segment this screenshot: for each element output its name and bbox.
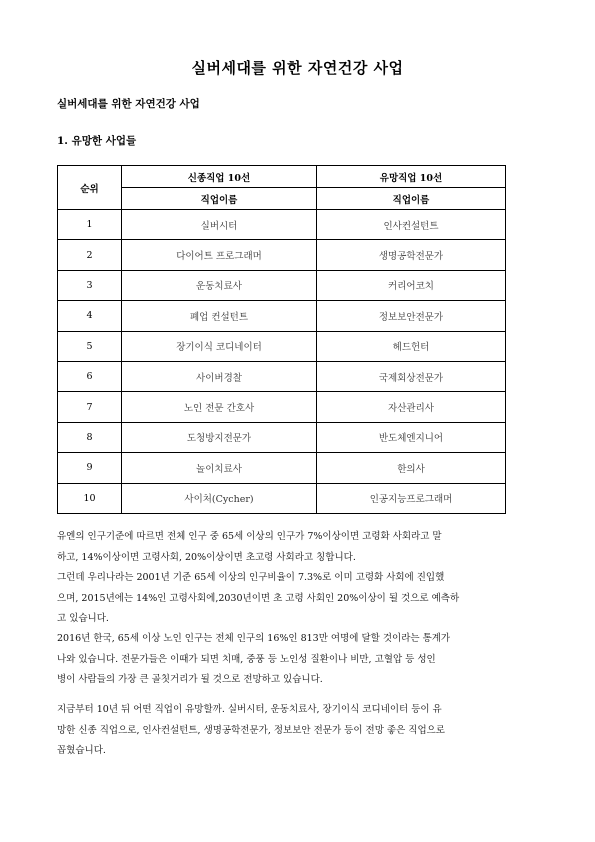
rank-cell: 1 xyxy=(58,210,122,240)
promising-job-cell: 자산관리사 xyxy=(317,392,506,422)
new-job-cell: 놀이치료사 xyxy=(122,453,317,483)
paragraph-line: 나와 있습니다. 전문가들은 이때가 되면 치매, 중풍 등 노인성 질환이나 비만, 고혈압 등 성인 xyxy=(57,653,436,665)
rank-cell: 10 xyxy=(58,483,122,513)
new-jobs-subheader: 직업이름 xyxy=(122,188,317,210)
rank-cell: 4 xyxy=(58,301,122,331)
paragraph-line: 꼽혔습니다. xyxy=(57,745,106,756)
document-subtitle: 실버세대를 위한 자연건강 사업 xyxy=(57,98,200,110)
rank-cell: 2 xyxy=(58,240,122,270)
paragraph-line: 으며, 2015년에는 14%인 고령사회에,2030년이면 초 고령 사회인 20%이상이 될 것으로 예측하 xyxy=(57,592,460,604)
new-job-cell: 사이버경찰 xyxy=(122,361,317,391)
jobs-table xyxy=(57,165,506,514)
rank-cell: 7 xyxy=(58,392,122,422)
promising-job-cell: 인공지능프로그래머 xyxy=(317,483,506,513)
table-row xyxy=(58,361,506,391)
table-row xyxy=(58,240,506,270)
new-job-cell: 다이어트 프로그래머 xyxy=(122,240,317,270)
paragraph-line: 고 있습니다. xyxy=(57,613,109,624)
paragraph-elderly-statistics xyxy=(57,629,539,691)
promising-job-cell: 정보보안전문가 xyxy=(317,301,506,331)
rank-cell: 6 xyxy=(58,361,122,391)
table-row xyxy=(58,210,506,240)
new-job-cell: 폐업 컨설턴트 xyxy=(122,301,317,331)
table-row xyxy=(58,392,506,422)
new-job-cell: 장기이식 코디네이터 xyxy=(122,331,317,361)
promising-job-cell: 인사컨설턴트 xyxy=(317,210,506,240)
paragraph-line: 2016년 한국, 65세 이상 노인 인구는 전체 인구의 16%인 813만 여명에 달할 것이라는 통계가 xyxy=(57,633,451,644)
new-jobs-header: 신종직업 10선 xyxy=(122,166,317,188)
new-job-cell: 도청방지전문가 xyxy=(122,422,317,452)
promising-job-cell: 헤드헌터 xyxy=(317,331,506,361)
paragraph-line: 병이 사람들의 가장 큰 골칫거리가 될 것으로 전망하고 있습니다. xyxy=(57,674,323,685)
promising-job-cell: 한의사 xyxy=(317,453,506,483)
promising-jobs-header: 유망직업 10선 xyxy=(317,166,506,188)
paragraph-line: 망한 신종 직업으로, 인사컨설턴트, 생명공학전문가, 정보보안 전문가 등이 전망 좋은 직업으로 xyxy=(57,724,445,736)
new-job-cell: 운동치료사 xyxy=(122,270,317,300)
table-row xyxy=(58,483,506,513)
promising-job-cell: 국제회상전문가 xyxy=(317,361,506,391)
paragraph-line: 그런데 우리나라는 2001년 기준 65세 이상의 인구비율이 7.3%로 이미 고령화 사회에 진입했 xyxy=(57,572,445,583)
paragraph-line: 지금부터 10년 뒤 어떤 직업이 유망할까. 실버시터, 운동치료사, 장기이식 코디네이터 등이 유 xyxy=(57,704,442,715)
promising-job-cell: 커리어코치 xyxy=(317,270,506,300)
table-row xyxy=(58,453,506,483)
new-job-cell: 사이처(Cycher) xyxy=(122,483,317,513)
document-title: 실버세대를 위한 자연건강 사업 xyxy=(191,59,404,77)
paragraph-line: 유엔의 인구기준에 따르면 전체 인구 중 65세 이상의 인구가 7%이상이면 고령화 사회라고 말 xyxy=(57,531,442,542)
rank-cell: 8 xyxy=(58,422,122,452)
new-job-cell: 노인 전문 간호사 xyxy=(122,392,317,422)
promising-job-cell: 생명공학전문가 xyxy=(317,240,506,270)
promising-jobs-subheader: 직업이름 xyxy=(317,188,506,210)
paragraph-line: 하고, 14%이상이면 고령사회, 20%이상이면 초고령 사회라고 칭합니다. xyxy=(57,551,356,563)
rank-cell: 5 xyxy=(58,331,122,361)
paragraph-aging-definition xyxy=(57,527,539,630)
rank-header: 순위 xyxy=(58,166,122,210)
table-row xyxy=(58,301,506,331)
promising-job-cell: 반도체엔지니어 xyxy=(317,422,506,452)
section-heading: 1. 유망한 사업들 xyxy=(57,135,137,147)
paragraph-promising-jobs xyxy=(57,700,539,762)
rank-cell: 3 xyxy=(58,270,122,300)
table-row xyxy=(58,270,506,300)
table-row xyxy=(58,331,506,361)
jobs-table-body xyxy=(58,210,506,514)
rank-cell: 9 xyxy=(58,453,122,483)
table-row xyxy=(58,422,506,452)
new-job-cell: 실버시터 xyxy=(122,210,317,240)
